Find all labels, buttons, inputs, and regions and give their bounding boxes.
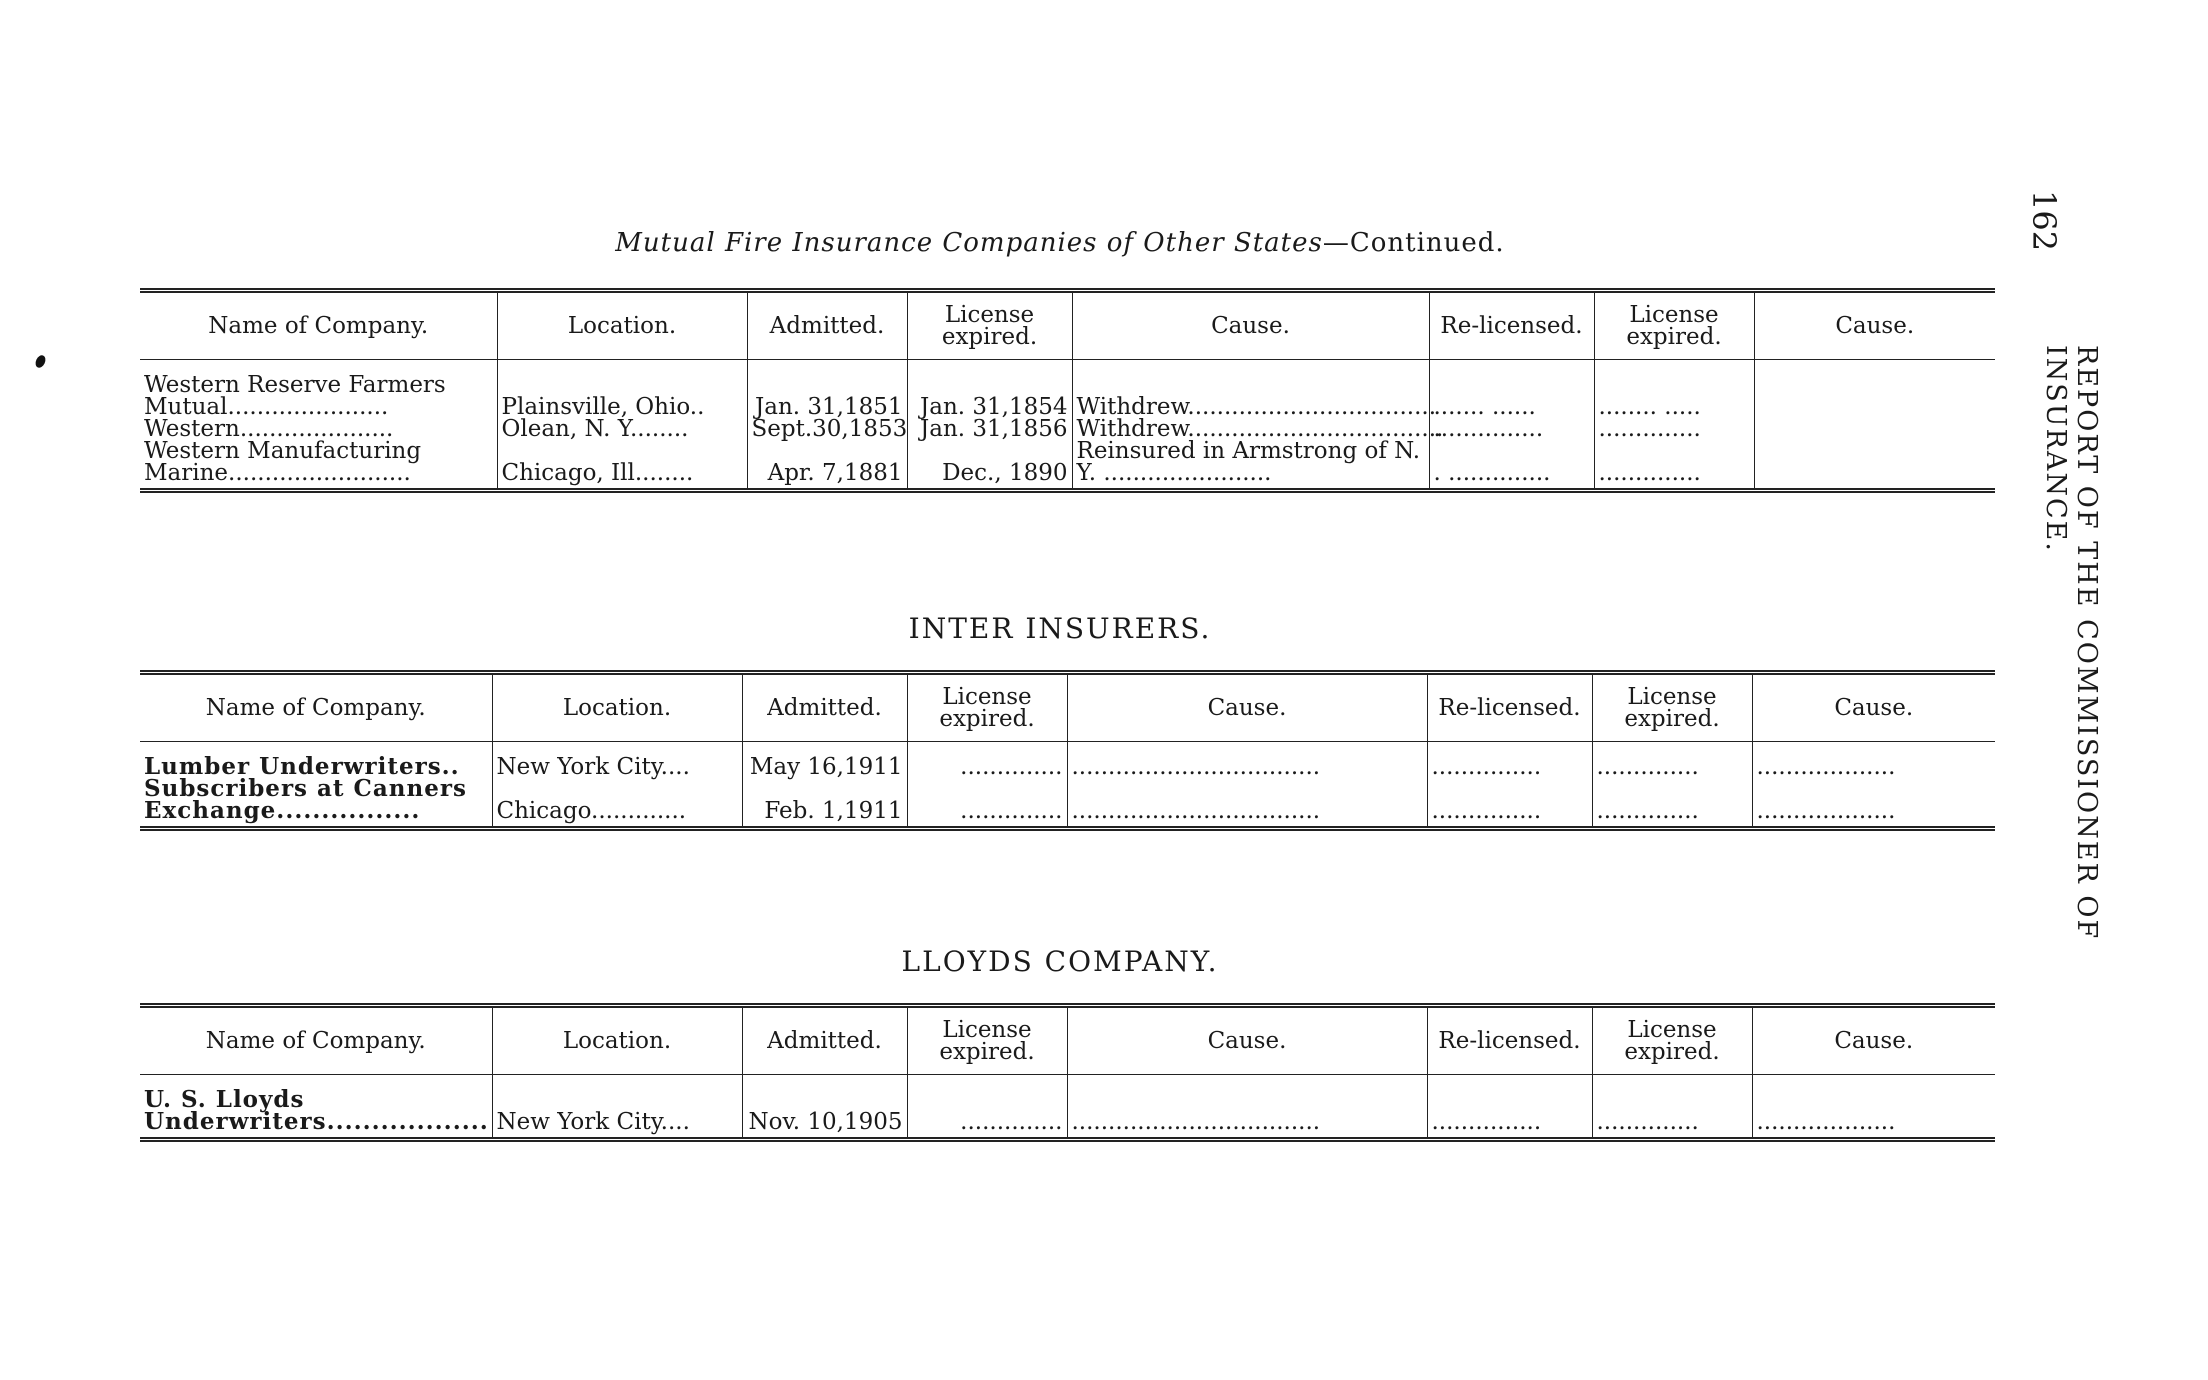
cell-admitted: Sept.30,1853 — [747, 418, 907, 440]
cell-license-expired-2: .............. — [1594, 418, 1754, 440]
column-header-license-expired: License expired. — [907, 291, 1072, 360]
cell-cause-2 — [1754, 360, 1995, 419]
column-header-license-expired-2: License expired. — [1592, 673, 1752, 742]
cell-license-expired-2: .............. — [1592, 1075, 1752, 1140]
cell-license-expired-2: .............. — [1594, 440, 1754, 491]
cell-license-expired: Dec., 1890 — [907, 440, 1072, 491]
table-row — [140, 360, 1995, 419]
section-title-lloyds: LLOYDS COMPANY. — [901, 945, 1219, 978]
column-header-cause-2: Cause. — [1752, 1006, 1995, 1075]
table-row — [140, 742, 1995, 779]
cell-admitted: Feb. 1,1911 — [742, 778, 907, 829]
table-row — [140, 418, 1995, 440]
cell-cause-2 — [1754, 440, 1995, 491]
cell-company-name: Subscribers at Canners Exchange................ — [140, 778, 492, 829]
section-title-inter-insurers: INTER INSURERS. — [908, 612, 1212, 645]
cell-license-expired: .............. — [907, 778, 1067, 829]
cell-admitted: Apr. 7,1881 — [747, 440, 907, 491]
column-header-company-name: Name of Company. — [140, 291, 497, 360]
running-head — [2040, 345, 2102, 1105]
table-header-row — [140, 1006, 1995, 1075]
column-header-relicensed: Re-licensed. — [1429, 291, 1594, 360]
cell-relicensed: ....... ...... — [1429, 360, 1594, 419]
cell-relicensed: ............... — [1427, 742, 1592, 779]
cell-relicensed: ............... — [1429, 418, 1594, 440]
cell-company-name: Western Reserve Farmers Mutual...................... — [144, 372, 446, 420]
cell-cause: Reinsured in Armstrong of N. Y. ....................... — [1072, 440, 1429, 491]
cell-cause: Withdrew.................................. — [1072, 360, 1429, 419]
table-header-row — [140, 673, 1995, 742]
cell-cause: Withdrew................................... — [1072, 418, 1429, 440]
cell-license-expired: .............. — [907, 742, 1067, 779]
cell-location: Chicago, Ill........ — [497, 440, 747, 491]
cell-location: New York City.... — [492, 742, 742, 779]
column-header-admitted: Admitted. — [742, 1006, 907, 1075]
cell-relicensed: ............... — [1427, 778, 1592, 829]
column-header-license-expired-2: License expired. — [1594, 291, 1754, 360]
page-number: 162 — [2025, 190, 2063, 252]
mutual-fire-table — [140, 288, 1995, 493]
column-header-company-name: Name of Company. — [140, 673, 492, 742]
cell-license-expired-2: .............. — [1592, 778, 1752, 829]
column-header-admitted: Admitted. — [742, 673, 907, 742]
cell-cause-2: ................... — [1752, 1075, 1995, 1140]
cell-cause-2 — [1754, 418, 1995, 440]
cell-cause: .................................. — [1067, 1075, 1427, 1140]
column-header-cause-2: Cause. — [1752, 673, 1995, 742]
column-header-location: Location. — [492, 673, 742, 742]
section-title-mutual-fire — [140, 228, 1980, 258]
cell-location: Chicago............. — [492, 778, 742, 829]
cell-company-name: Western..................... — [144, 416, 394, 442]
cell-admitted: May 16,1911 — [742, 742, 907, 779]
column-header-license-expired: License expired. — [907, 673, 1067, 742]
column-header-company-name: Name of Company. — [140, 1006, 492, 1075]
column-header-cause: Cause. — [1067, 1006, 1427, 1075]
column-header-relicensed: Re-licensed. — [1427, 673, 1592, 742]
cell-cause: .................................. — [1067, 742, 1427, 779]
column-header-relicensed: Re-licensed. — [1427, 1006, 1592, 1075]
cell-license-expired: Jan. 31,1856 — [907, 418, 1072, 440]
inter-insurers-table — [140, 670, 1995, 831]
ink-blot — [34, 354, 48, 370]
cell-admitted: Jan. 31,1851 — [747, 360, 907, 419]
table-header-row — [140, 291, 1995, 360]
cell-relicensed: . .............. — [1429, 440, 1594, 491]
cell-admitted: Nov. 10,1905 — [742, 1075, 907, 1140]
section-title-suffix: —Continued. — [1322, 228, 1505, 258]
cell-company-name: Western Manufacturing Marine......................... — [140, 440, 497, 491]
cell-cause-2: ................... — [1752, 778, 1995, 829]
column-header-license-expired-2: License expired. — [1592, 1006, 1752, 1075]
cell-relicensed: ............... — [1427, 1075, 1592, 1140]
cell-company-name: U. S. Lloyds Underwriters.................. — [140, 1075, 492, 1140]
running-head-text: REPORT OF THE COMMISSIONER OF INSURANCE. — [2040, 345, 2102, 941]
cell-location: Plainsville, Ohio.. — [497, 360, 747, 419]
column-header-license-expired: License expired. — [907, 1006, 1067, 1075]
cell-location: New York City.... — [492, 1075, 742, 1140]
table-row — [140, 1075, 1995, 1140]
column-header-cause: Cause. — [1072, 291, 1429, 360]
column-header-admitted: Admitted. — [747, 291, 907, 360]
column-header-location: Location. — [497, 291, 747, 360]
cell-cause-2: ................... — [1752, 742, 1995, 779]
column-header-cause-2: Cause. — [1754, 291, 1995, 360]
lloyds-table — [140, 1003, 1995, 1142]
table-row — [140, 440, 1995, 491]
cell-company-name: Lumber Underwriters.. — [144, 753, 460, 780]
cell-license-expired-2: .............. — [1592, 742, 1752, 779]
cell-cause: .................................. — [1067, 778, 1427, 829]
cell-location: Olean, N. Y........ — [497, 418, 747, 440]
table-row — [140, 778, 1995, 829]
column-header-location: Location. — [492, 1006, 742, 1075]
cell-license-expired: Jan. 31,1854 — [907, 360, 1072, 419]
section-title-italic: Mutual Fire Insurance Companies of Other States — [615, 228, 1323, 258]
cell-license-expired-2: ........ ..... — [1594, 360, 1754, 419]
cell-license-expired: .............. — [907, 1075, 1067, 1140]
column-header-cause: Cause. — [1067, 673, 1427, 742]
